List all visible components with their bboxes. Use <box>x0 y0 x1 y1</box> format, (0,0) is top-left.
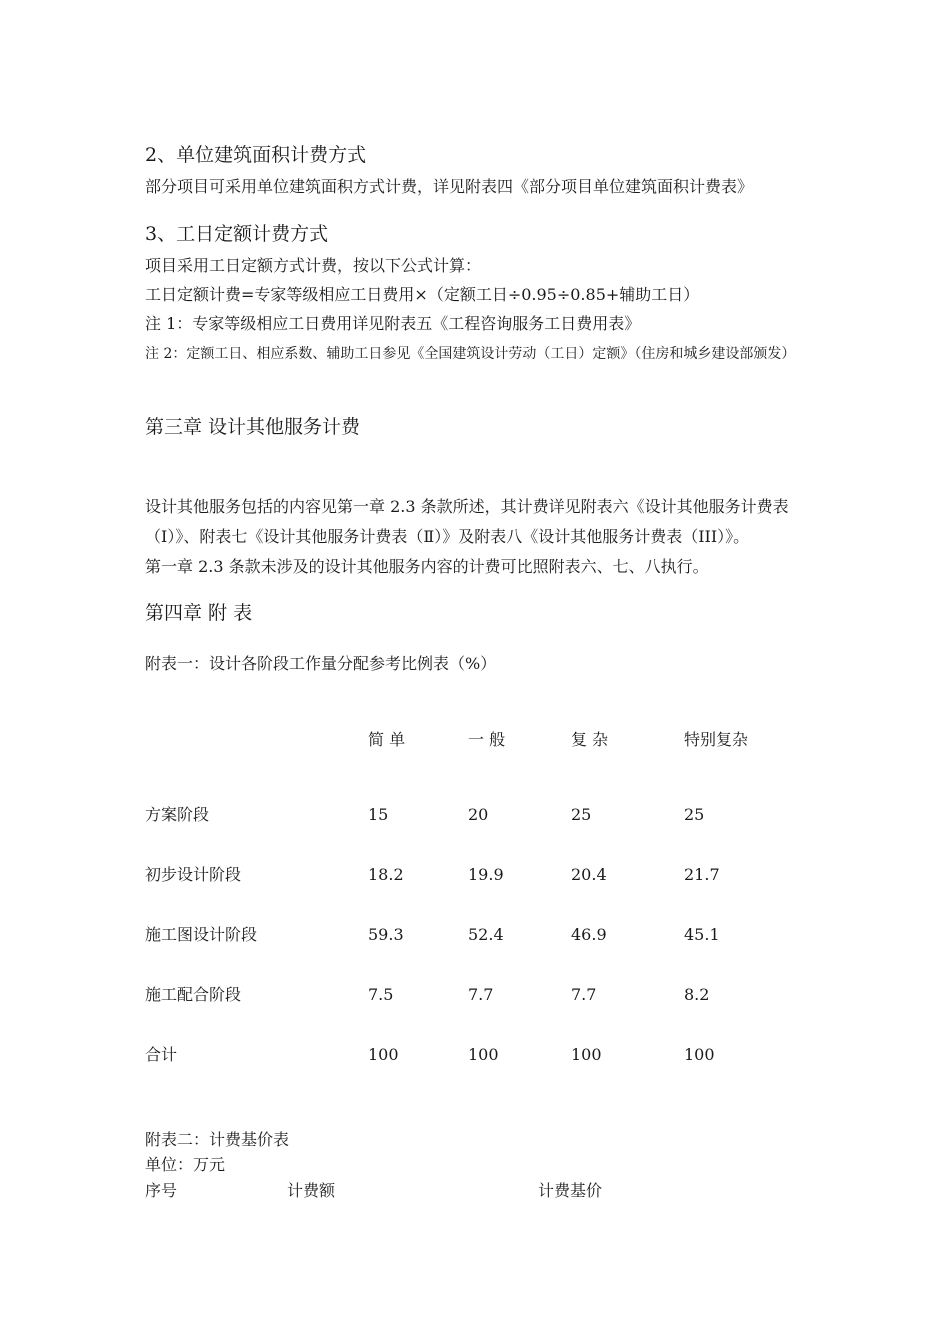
section-2-heading: 2、单位建筑面积计费方式 <box>145 144 367 166</box>
table-row-label: 合计 <box>145 1045 178 1064</box>
table-row-label: 施工图设计阶段 <box>145 925 258 944</box>
table-cell: 46.9 <box>571 925 607 944</box>
table-cell: 25 <box>684 805 705 824</box>
table-cell: 45.1 <box>684 925 720 944</box>
table-cell: 7.7 <box>468 985 494 1004</box>
table-1-col-simple: 简 单 <box>368 730 406 749</box>
section-2-text: 部分项目可采用单位建筑面积方式计费，详见附表四《部分项目单位建筑面积计费表》 <box>145 177 754 196</box>
table-1-caption: 附表一：设计各阶段工作量分配参考比例表（%） <box>145 654 497 673</box>
table-cell: 15 <box>368 805 389 824</box>
table-1-col-complex: 复 杂 <box>571 730 609 749</box>
chapter-4-title: 第四章 附 表 <box>145 602 253 624</box>
table-cell: 19.9 <box>468 865 504 884</box>
chapter-3-para-line3: 第一章 2.3 条款未涉及的设计其他服务内容的计费可比照附表六、七、八执行。 <box>145 557 709 576</box>
table-cell: 59.3 <box>368 925 404 944</box>
table-cell: 7.7 <box>571 985 597 1004</box>
section-3-line1: 项目采用工日定额方式计费，按以下公式计算： <box>145 256 482 275</box>
table-2-header-fee-amount: 计费额 <box>287 1181 336 1200</box>
table-cell: 25 <box>571 805 592 824</box>
table-row-label: 施工配合阶段 <box>145 985 242 1004</box>
table-1-col-normal: 一 般 <box>468 730 506 749</box>
table-row-label: 初步设计阶段 <box>145 865 242 884</box>
section-3-formula: 工日定额计费=专家等级相应工日费用×（定额工日÷0.95÷0.85+辅助工日） <box>145 285 700 304</box>
table-cell: 8.2 <box>684 985 710 1004</box>
table-cell: 100 <box>468 1045 499 1064</box>
table-2-unit: 单位：万元 <box>145 1155 226 1174</box>
table-cell: 7.5 <box>368 985 394 1004</box>
table-cell: 100 <box>684 1045 715 1064</box>
chapter-3-para-line2: （Ⅰ）》、附表七《设计其他服务计费表（Ⅱ）》及附表八《设计其他服务计费表（III）》。 <box>145 527 750 546</box>
table-cell: 18.2 <box>368 865 404 884</box>
table-2-header-base-price: 计费基价 <box>538 1181 603 1200</box>
section-3-note1: 注 1：专家等级相应工日费用详见附表五《工程咨询服务工日费用表》 <box>145 314 641 333</box>
table-cell: 21.7 <box>684 865 720 884</box>
table-2-header-index: 序号 <box>145 1181 178 1200</box>
section-3-heading: 3、工日定额计费方式 <box>145 223 329 245</box>
chapter-3-title: 第三章 设计其他服务计费 <box>145 416 361 438</box>
table-cell: 52.4 <box>468 925 504 944</box>
table-cell: 20.4 <box>571 865 607 884</box>
table-1-col-very-complex: 特别复杂 <box>684 730 749 749</box>
chapter-3-para-line1: 设计其他服务包括的内容见第一章 2.3 条款所述，其计费详见附表六《设计其他服务计费表 <box>145 497 789 516</box>
table-2-caption: 附表二：计费基价表 <box>145 1130 290 1149</box>
section-3-note2: 注 2：定额工日、相应系数、辅助工日参见《全国建筑设计劳动（工日）定额》（住房和城乡建设部颁发） <box>145 346 796 362</box>
table-cell: 100 <box>571 1045 602 1064</box>
table-row-label: 方案阶段 <box>145 805 210 824</box>
table-cell: 20 <box>468 805 489 824</box>
table-cell: 100 <box>368 1045 399 1064</box>
